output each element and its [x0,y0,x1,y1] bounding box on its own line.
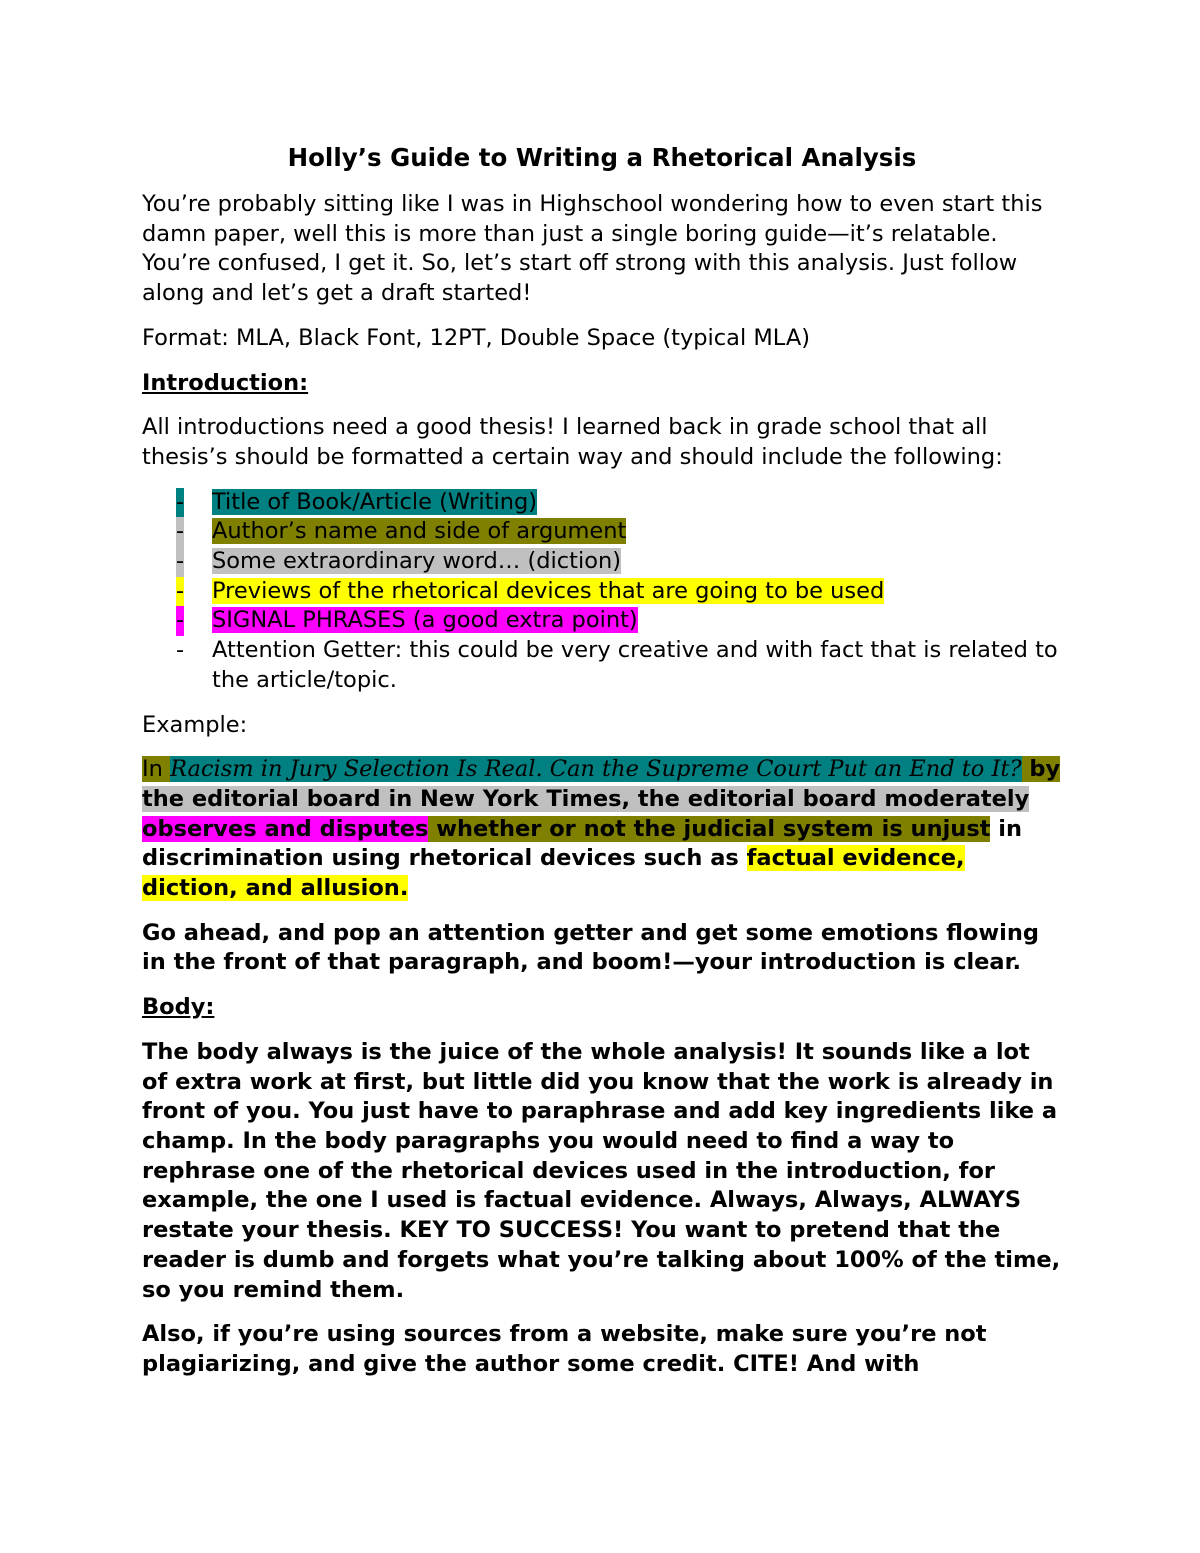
example-middle-part: in discrimination using rhetorical devices such as [142,815,1023,872]
sources-paragraph: Also, if you’re using sources from a website, make sure you’re not plagiarizing, and give the author some credit. CITE! And with [142,1321,987,1377]
list-item-text: SIGNAL PHRASES (a good extra point) [212,607,638,634]
example-argument-part: whether or not the judicial system is unjust [428,815,991,842]
document-title: Holly’s Guide to Writing a Rhetorical Analysis [287,143,917,172]
dash-bullet: - [176,547,184,577]
after-example-paragraph: Go ahead, and pop an attention getter and get some emotions flowing in the front of that paragraph, and boom!—your introduction is clear. [142,919,1039,976]
example-devices-part: factual evidence, diction, and allusion. [142,845,965,902]
dash-bullet: - [176,577,184,607]
example-in-word: In [142,756,171,783]
list-item-text: Author’s name and side of argument [212,518,627,545]
example-by-part: by [1021,756,1061,783]
introduction-heading: Introduction: [142,369,309,396]
introduction-text: All introductions need a good thesis! I learned back in grade school that all thesis’s should be formatted a certain way and should include the following: [142,414,1003,470]
list-item [142,488,1062,518]
list-item [142,577,1062,607]
list-item-text: Title of Book/Article (Writing) [212,488,538,515]
example-article-title: Racism in Jury Selection Is Real. Can the Supreme Court Put an End to It? [170,756,1022,783]
list-item [142,517,1062,547]
dash-bullet: - [176,517,184,547]
format-line: Format: MLA, Black Font, 12PT, Double Space (typical MLA) [142,324,810,351]
dash-bullet: - [176,488,184,518]
dash-bullet: - [176,606,184,636]
list-item-text: Attention Getter: this could be very creative and with fact that is related to the article/topic. [212,637,1058,693]
list-item-text: Previews of the rhetorical devices that are going to be used [212,577,885,604]
example-label: Example: [142,711,248,738]
intro-paragraph: You’re probably sitting like I was in Highschool wondering how to even start this damn paper, well this is more than just a single boring guide—it’s relatable. You’re confused, I get it. So, let’s start off strong with this analysis. Just follow along and let’s get a draft started! [142,191,1043,307]
list-item-text: Some extraordinary word… (diction) [212,548,622,575]
example-thesis [142,755,1062,904]
body-heading: Body: [142,994,215,1021]
thesis-checklist [142,488,1062,696]
dash-bullet: - [176,637,185,664]
example-author-part: the editorial board in New York Times, the editorial board moderately [142,785,1030,812]
list-item [142,606,1062,636]
body-paragraph: The body always is the juice of the whole analysis! It sounds like a lot of extra work at first, but little did you know that the work is already in front of you. You just have to paraphrase and add key ingredients like a champ. In the body paragraphs you would need to find a way to rephrase one of the rhetorical devices used in the introduction, for example, the one I used is factual evidence. Always, Always, ALWAYS restate your thesis. KEY TO SUCCESS! You want to pretend that the reader is dumb and forgets what you’re talking about 100% of the time, so you remind them. [142,1038,1061,1303]
example-signal-phrase: observes and disputes [142,815,429,842]
list-item [142,636,1062,695]
list-item [142,547,1062,577]
document-body [142,141,1062,1395]
